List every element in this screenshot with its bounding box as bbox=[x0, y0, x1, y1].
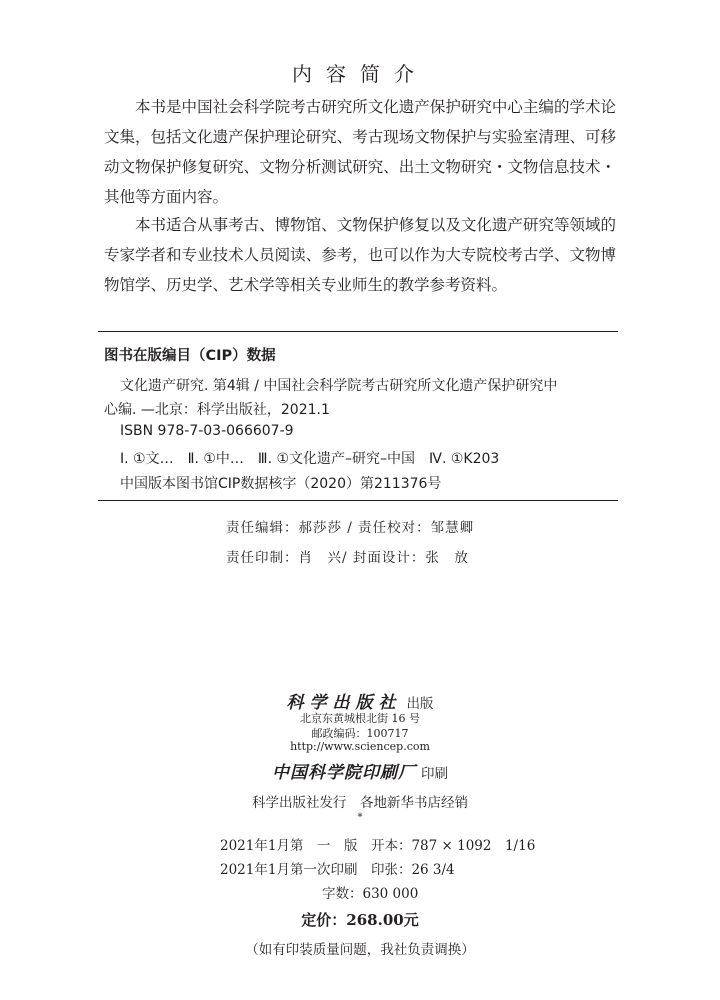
cip-top-rule bbox=[98, 331, 618, 332]
printer-suffix: 印刷 bbox=[421, 766, 449, 782]
price: 定价：268.00元 bbox=[301, 911, 419, 929]
publisher-url: http://www.sciencep.com bbox=[290, 740, 430, 753]
edition-word-count: 字数：630 000 bbox=[322, 886, 419, 902]
publisher-address: 北京东黄城根北街 16 号 bbox=[300, 712, 420, 725]
intro-paragraph-1: 本书是中国社会科学院考古研究所文化遗产保护研究中心主编的学术论文集，包括文化遗产保护理论研究、考古现场文物保护与实验室清理、可移动文物保护修复研究、文物分析测试研究、出土文物研究・文物信息技术・其他等方面内容。 bbox=[104, 98, 616, 206]
distribution-line: 科学出版社发行 各地新华书店经销 bbox=[252, 795, 468, 811]
cip-bottom-rule bbox=[98, 500, 618, 501]
intro-title: 内容简介 bbox=[292, 62, 428, 86]
cip-heading: 图书在版编目（CIP）数据 bbox=[104, 348, 276, 364]
quality-notice: （如有印装质量问题，我社负责调换） bbox=[245, 942, 475, 958]
edition-line-1: 2021年1月第 一 版 开本：787 × 1092 1/16 bbox=[220, 838, 536, 854]
edition-line-2: 2021年1月第一次印刷 印张：26 3/4 bbox=[220, 862, 455, 878]
responsibility-printing-design: 责任印制：肖 兴/ 封面设计：张 放 bbox=[226, 550, 469, 566]
publisher-suffix: 出版 bbox=[406, 696, 434, 712]
cip-classification: Ⅰ. ①文… Ⅱ. ①中… Ⅲ. ①文化遗产–研究–中国 Ⅳ. ①K203 bbox=[120, 451, 500, 467]
cip-title-line-1: 文化遗产研究. 第4辑 / 中国社会科学院考古研究所文化遗产保护研究中 bbox=[120, 378, 558, 394]
cip-title-line-2: 心编. —北京：科学出版社，2021.1 bbox=[104, 402, 330, 418]
cip-isbn: ISBN 978-7-03-066607-9 bbox=[120, 423, 294, 439]
intro-paragraph-2: 本书适合从事考古、博物馆、文物保护修复以及文化遗产研究等领域的专家学者和专业技术人员阅读、参考，也可以作为大专院校考古学、文物博物馆学、历史学、艺术学等相关专业师生的教学参考资料。 bbox=[104, 216, 616, 294]
responsibility-editors: 责任编辑：郝莎莎 / 责任校对：邹慧卿 bbox=[226, 520, 475, 536]
publisher-logo-name: 科学出版社 bbox=[286, 693, 402, 713]
printer-logo-name: 中国科学院印刷厂 bbox=[271, 763, 416, 783]
cip-record-number: 中国版本图书馆CIP数据核字（2020）第211376号 bbox=[120, 476, 442, 492]
publisher-postcode: 邮政编码：100717 bbox=[311, 727, 409, 740]
printer-line bbox=[0, 758, 720, 783]
separator-asterisk: * bbox=[357, 812, 363, 823]
